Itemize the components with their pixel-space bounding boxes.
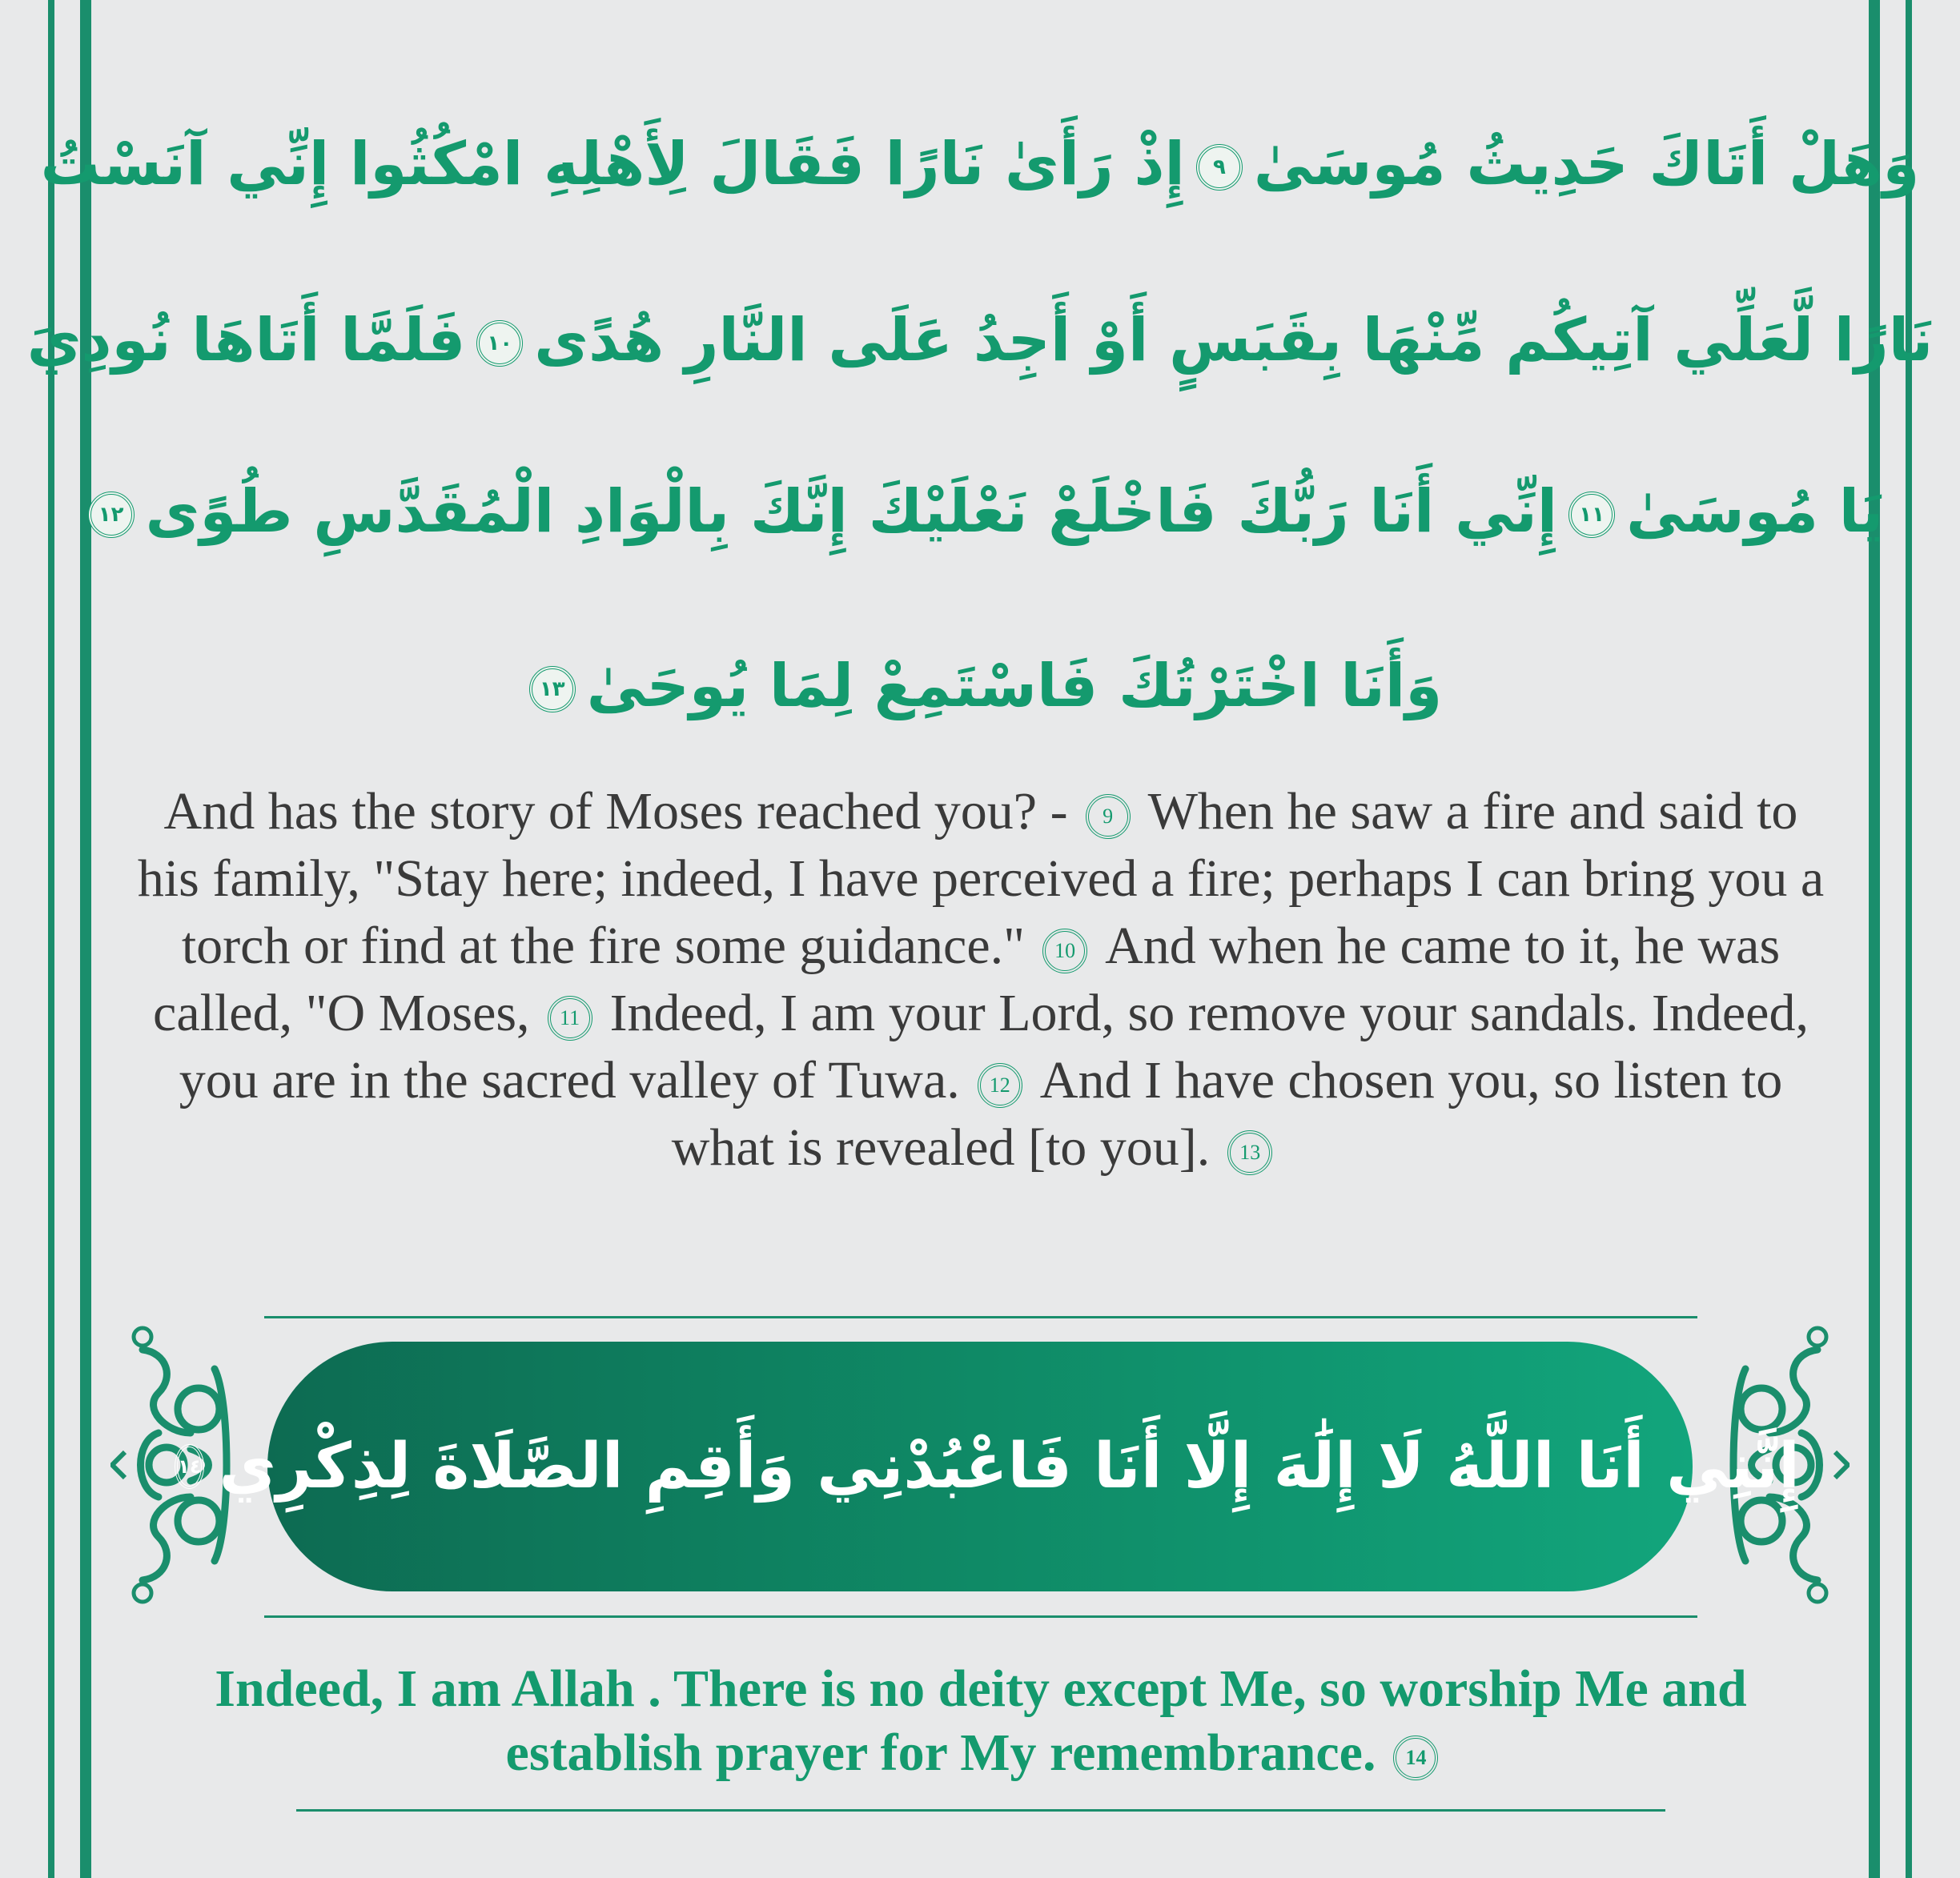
ayah-number-marker: ١٠ bbox=[476, 320, 523, 367]
banner-arabic-verse bbox=[178, 1342, 1800, 1591]
footer-translation-text: Indeed, I am Allah . There is no deity except Me, so worship Me and establish prayer for My remembrance. bbox=[215, 1659, 1747, 1782]
translation-sentence: And I have chosen you, so listen to what is revealed [to you]. bbox=[671, 1051, 1783, 1177]
arabic-text: وَأَنَا اخْتَرْتُكَ فَاسْتَمِعْ لِمَا يُوحَىٰ bbox=[586, 652, 1443, 720]
ayah-number-marker: ١٣ bbox=[529, 666, 576, 712]
arabic-text: فَلَمَّا أَتَاهَا نُودِيَ bbox=[26, 306, 466, 375]
verse-number-marker: 11 bbox=[548, 996, 592, 1041]
verse-number-marker: 14 bbox=[1393, 1736, 1438, 1780]
footer-bottom-rule bbox=[296, 1809, 1665, 1812]
banner-bottom-rule bbox=[264, 1615, 1697, 1618]
translation-sentence: Indeed, I am your Lord, so remove your sandals. Indeed, you are in the sacred valley of Tuwa. bbox=[179, 984, 1809, 1110]
ayah-number-marker: ١١ bbox=[1568, 492, 1615, 538]
banner-top-rule bbox=[264, 1316, 1697, 1318]
verse-number-marker: 12 bbox=[978, 1063, 1022, 1108]
arabic-text: نَارًا لَّعَلِّي آتِيكُم مِّنْهَا بِقَبَسٍ أَوْ أَجِدُ عَلَى النَّارِ هُدًى bbox=[534, 306, 1934, 375]
arabic-text: يَا مُوسَىٰ bbox=[1626, 477, 1884, 546]
arabic-verse-line-2 bbox=[0, 306, 1960, 375]
left-border-outer bbox=[48, 0, 54, 1878]
right-border-inner bbox=[1869, 0, 1880, 1878]
translation-sentence: And has the story of Moses reached you? - bbox=[163, 782, 1068, 841]
highlight-verse-translation bbox=[120, 1657, 1842, 1785]
banner-arabic-text: إِنَّنِي أَنَا اللَّهُ لَا إِلَٰهَ إِلَّا أَنَا فَاعْبُدْنِي وَأَقِمِ الصَّلَاةَ لِذِكْرِي bbox=[219, 1431, 1800, 1503]
highlight-verse-banner bbox=[178, 1342, 1800, 1591]
arabic-verse-line-1 bbox=[0, 130, 1960, 199]
english-translation bbox=[136, 778, 1825, 1182]
verse-number-marker: 9 bbox=[1086, 794, 1131, 839]
right-border-outer bbox=[1906, 0, 1912, 1878]
banner-ayah-number-marker: ١٤ bbox=[175, 1444, 204, 1489]
arabic-text: إِنِّي أَنَا رَبُّكَ فَاخْلَعْ نَعْلَيْكَ إِنَّكَ بِالْوَادِ الْمُقَدَّسِ طُوًى bbox=[145, 477, 1558, 546]
arabic-text: وَهَلْ أَتَاكَ حَدِيثُ مُوسَىٰ bbox=[1253, 130, 1920, 199]
arabic-text: إِذْ رَأَىٰ نَارًا فَقَالَ لِأَهْلِهِ امْكُثُوا إِنِّي آنَسْتُ bbox=[40, 130, 1185, 199]
translation-sentence: When he saw a fire and said to his family, "Stay here; indeed, I have perceived a fire; perhaps I can bring you a torch or find at the fire some guidance." bbox=[137, 782, 1825, 975]
verse-number-marker: 13 bbox=[1227, 1130, 1272, 1175]
arabic-verse-line-4 bbox=[0, 652, 1960, 720]
ayah-number-marker: ١٢ bbox=[88, 492, 135, 538]
verse-number-marker: 10 bbox=[1042, 929, 1087, 973]
left-border-inner bbox=[80, 0, 91, 1878]
arabic-verse-line-3 bbox=[0, 477, 1960, 546]
ayah-number-marker: ٩ bbox=[1196, 144, 1243, 191]
translation-sentence: And when he came to it, he was called, "O Moses, bbox=[153, 917, 1781, 1042]
